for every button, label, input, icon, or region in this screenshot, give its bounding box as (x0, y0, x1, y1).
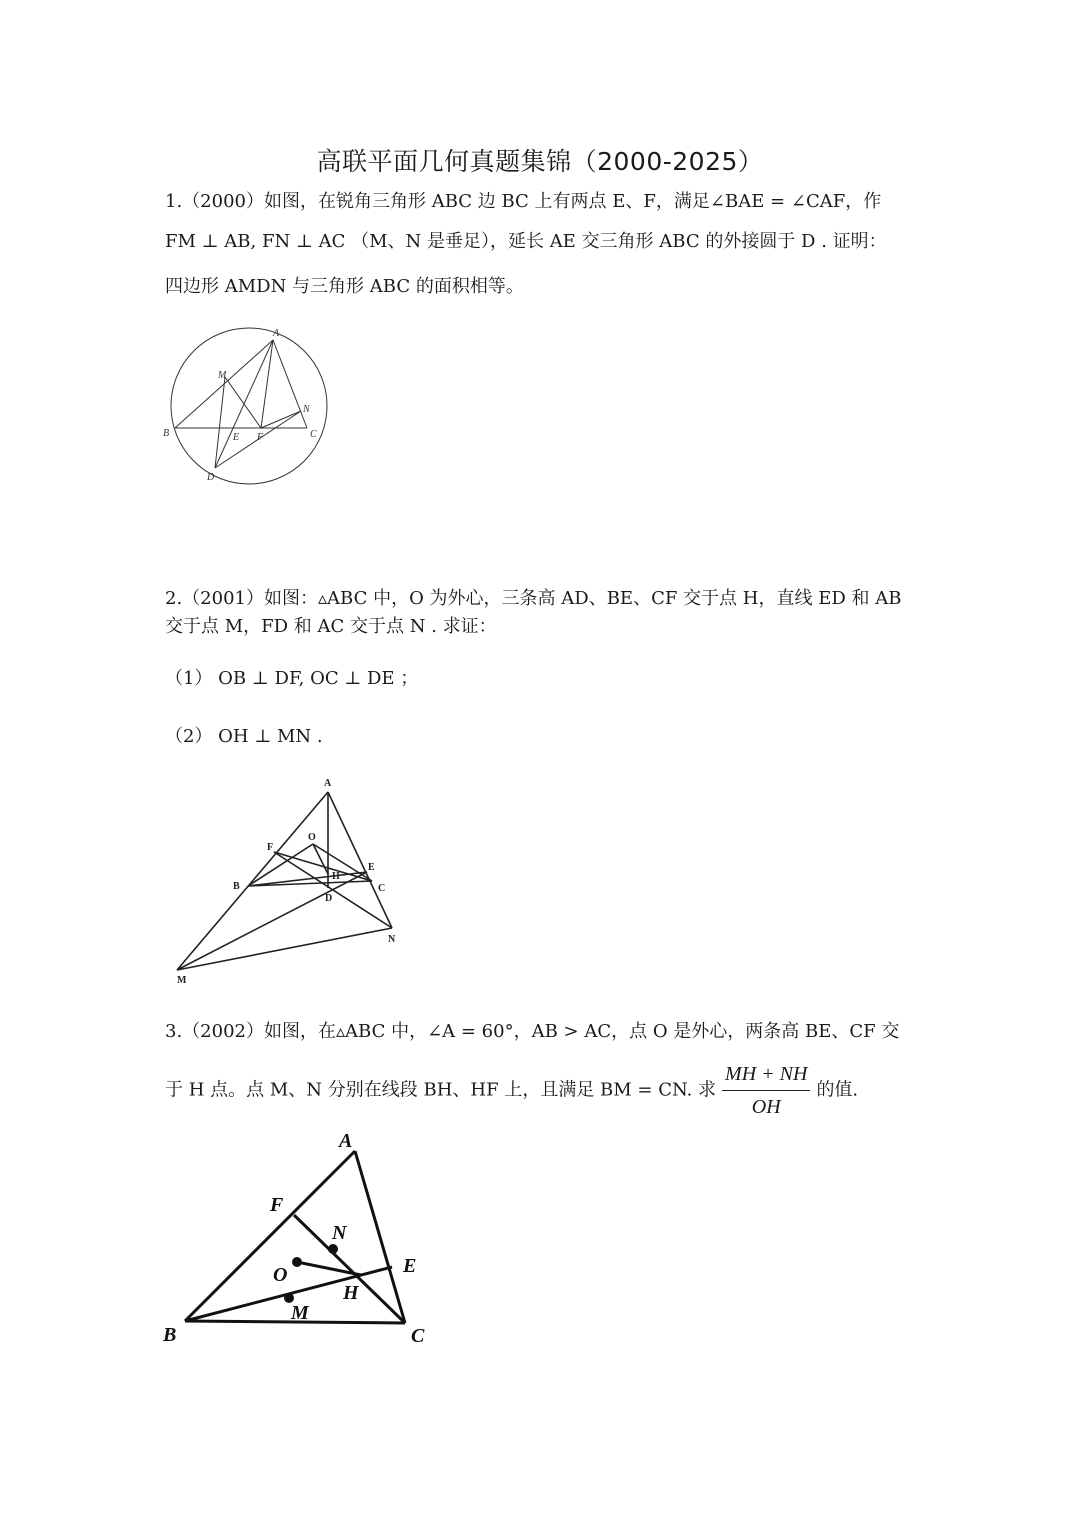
problem-1-line-3: 四边形 AMDN 与三角形 ABC 的面积相等。 (165, 276, 524, 297)
label-f: F (257, 432, 264, 443)
problem-3-text-before-fraction: 于 H 点。点 M、N 分别在线段 BH、HF 上，且满足 BM = CN. 求 (165, 1079, 717, 1101)
label-a: A (324, 778, 332, 789)
label-c: C (411, 1325, 425, 1347)
segment-mn (177, 928, 392, 970)
label-b: B (233, 881, 240, 892)
problem-1-line-2: FM ⊥ AB, FN ⊥ AC （M、N 是垂足），延长 AE 交三角形 ABC 的外接圆于 D . 证明： (165, 231, 887, 252)
label-m: M (177, 975, 187, 986)
problem-2-figure (165, 770, 410, 990)
problem-3-text-after-fraction: 的值. (816, 1079, 859, 1101)
problem-2-line-2: 交于点 M，FD 和 AC 交于点 N . 求证： (165, 616, 497, 637)
label-c: C (378, 883, 386, 894)
label-b: B (163, 428, 170, 439)
problem-1-figure (155, 320, 345, 490)
segment-fm (225, 377, 261, 428)
label-d: D (325, 893, 333, 904)
label-a: A (273, 328, 280, 339)
label-o: O (308, 832, 316, 843)
page-title: 高联平面几何真题集锦（2000-2025） (316, 147, 764, 176)
label-d: D (207, 472, 215, 483)
label-n: N (303, 404, 310, 415)
segment-fn (261, 411, 301, 428)
problem-2-line-1: 2.（2001）如图：▵ABC 中，O 为外心，三条高 AD、BE、CF 交于点 H，直线 ED 和 AB (165, 588, 902, 609)
label-a: A (339, 1130, 353, 1152)
point-n (328, 1244, 338, 1254)
label-h: H (332, 871, 340, 882)
label-c: C (310, 429, 317, 440)
problem-1-line-1: 1.（2000）如图，在锐角三角形 ABC 边 BC 上有两点 E、F，满足∠BAE = ∠CAF，作 (165, 191, 882, 212)
label-e: E (233, 432, 240, 443)
label-f: F (267, 842, 274, 853)
label-n: N (388, 934, 396, 945)
problem-3-figure (155, 1125, 445, 1355)
segment-oh (297, 1262, 361, 1275)
fraction (722, 1062, 810, 1119)
segment-ab (185, 1151, 355, 1321)
segment-am (177, 792, 328, 970)
label-m: M (291, 1302, 309, 1324)
problem-2-part-2: （2） OH ⊥ MN . (165, 726, 323, 747)
label-h: H (343, 1282, 359, 1304)
label-e: E (403, 1255, 417, 1277)
label-e: E (368, 862, 375, 873)
problem-2-part-1: （1） OB ⊥ DF, OC ⊥ DE ； (165, 668, 419, 689)
point-o (292, 1257, 302, 1267)
problem-3-line-2 (165, 1062, 858, 1119)
segment-me (177, 872, 367, 970)
fraction-denominator: OH (751, 1096, 781, 1118)
label-b: B (163, 1324, 177, 1346)
label-n: N (332, 1222, 347, 1244)
label-f: F (270, 1194, 284, 1216)
label-m: M (218, 370, 227, 381)
segment-ac (273, 340, 307, 428)
problem-3-line-1: 3.（2002）如图，在▵ABC 中，∠A = 60°，AB > AC，点 O 是外心，两条高 BE、CF 交 (165, 1021, 900, 1042)
fraction-numerator: MH + NH (722, 1062, 810, 1091)
label-o: O (273, 1264, 288, 1286)
